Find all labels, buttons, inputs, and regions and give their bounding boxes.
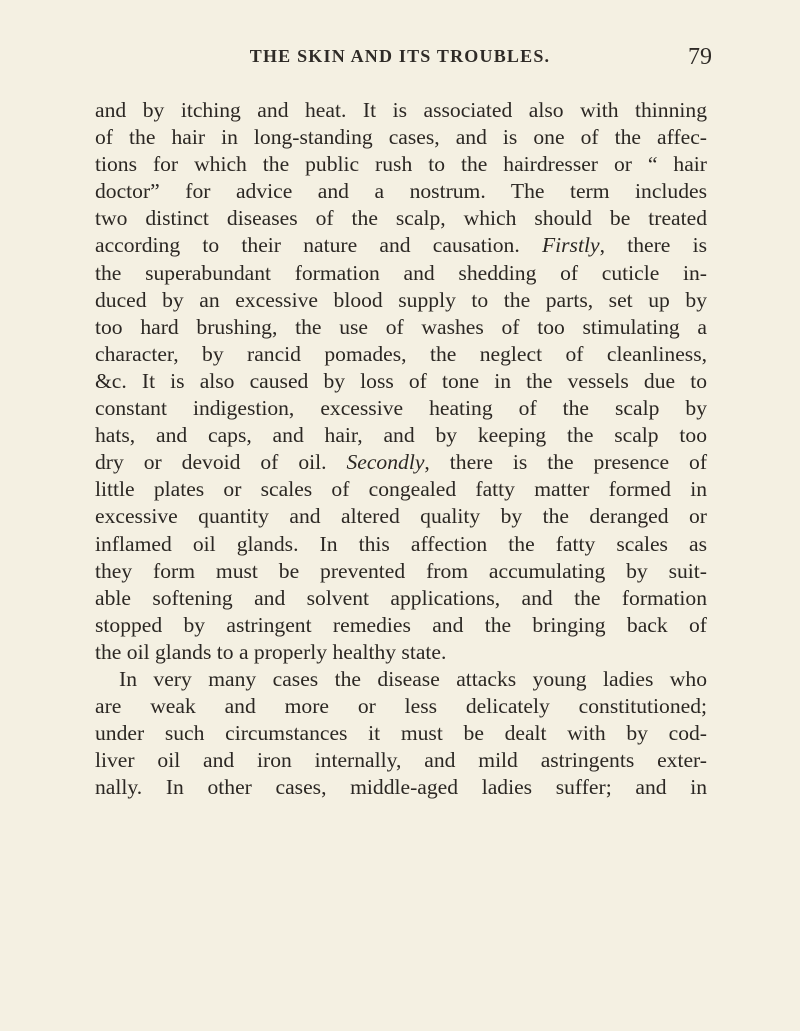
text-line: they form must be prevented from accumulating by suit- xyxy=(95,558,707,583)
text-line: stopped by astringent remedies and the bringing back of xyxy=(95,612,707,637)
text-line: are weak and more or less delicately constitutioned; xyxy=(95,694,707,719)
text-line: In very many cases the disease attacks young ladies who xyxy=(119,666,707,691)
text-line: duced by an excessive blood supply to the parts, set up by xyxy=(95,287,707,312)
text-line: tions for which the public rush to the hairdresser or “ hair xyxy=(95,152,707,177)
page-number: 79 xyxy=(688,44,712,70)
text-line: character, by rancid pomades, the neglect of cleanliness, xyxy=(95,341,707,366)
text-line: &c. It is also caused by loss of tone in the vessels due to xyxy=(95,368,707,393)
text-line: too hard brushing, the use of washes of too stimulating a xyxy=(95,314,707,339)
text-line: two distinct diseases of the scalp, which should be treated xyxy=(95,206,707,231)
italic-firstly: Firstly xyxy=(541,233,600,258)
text-line: able softening and solvent applications, and the formation xyxy=(95,585,707,610)
text-line: according to their nature and causation. Firstly, there is xyxy=(95,233,707,258)
text-line: liver oil and iron internally, and mild astringents exter- xyxy=(95,748,707,773)
text-line: little plates or scales of congealed fatty matter formed in xyxy=(95,477,707,502)
text-line: under such circumstances it must be dealt with by cod- xyxy=(95,721,707,746)
body-text xyxy=(95,97,707,801)
text-line: excessive quantity and altered quality by the deranged or xyxy=(95,504,707,529)
text-line: of the hair in long-standing cases, and is one of the affec- xyxy=(95,125,707,150)
running-title: THE SKIN AND ITS TROUBLES. xyxy=(249,46,551,66)
text-line: hats, and caps, and hair, and by keeping the scalp too xyxy=(95,423,707,448)
text-line: constant indigestion, excessive heating of the scalp by xyxy=(95,396,707,421)
text-line: nally. In other cases, middle-aged ladies suffer; and in xyxy=(95,775,707,800)
running-header xyxy=(0,44,800,74)
text-line: inflamed oil glands. In this affection the fatty scales as xyxy=(95,531,707,556)
text-line: and by itching and heat. It is associated also with thinning xyxy=(95,98,707,122)
text-line: doctor” for advice and a nostrum. The term includes xyxy=(95,179,707,204)
text-line: the oil glands to a properly healthy state. xyxy=(95,639,447,664)
italic-secondly: Secondly xyxy=(346,450,425,475)
text-line: dry or devoid of oil. Secondly, there is the presence of xyxy=(95,450,708,475)
text-line: the superabundant formation and shedding of cuticle in- xyxy=(95,260,707,285)
